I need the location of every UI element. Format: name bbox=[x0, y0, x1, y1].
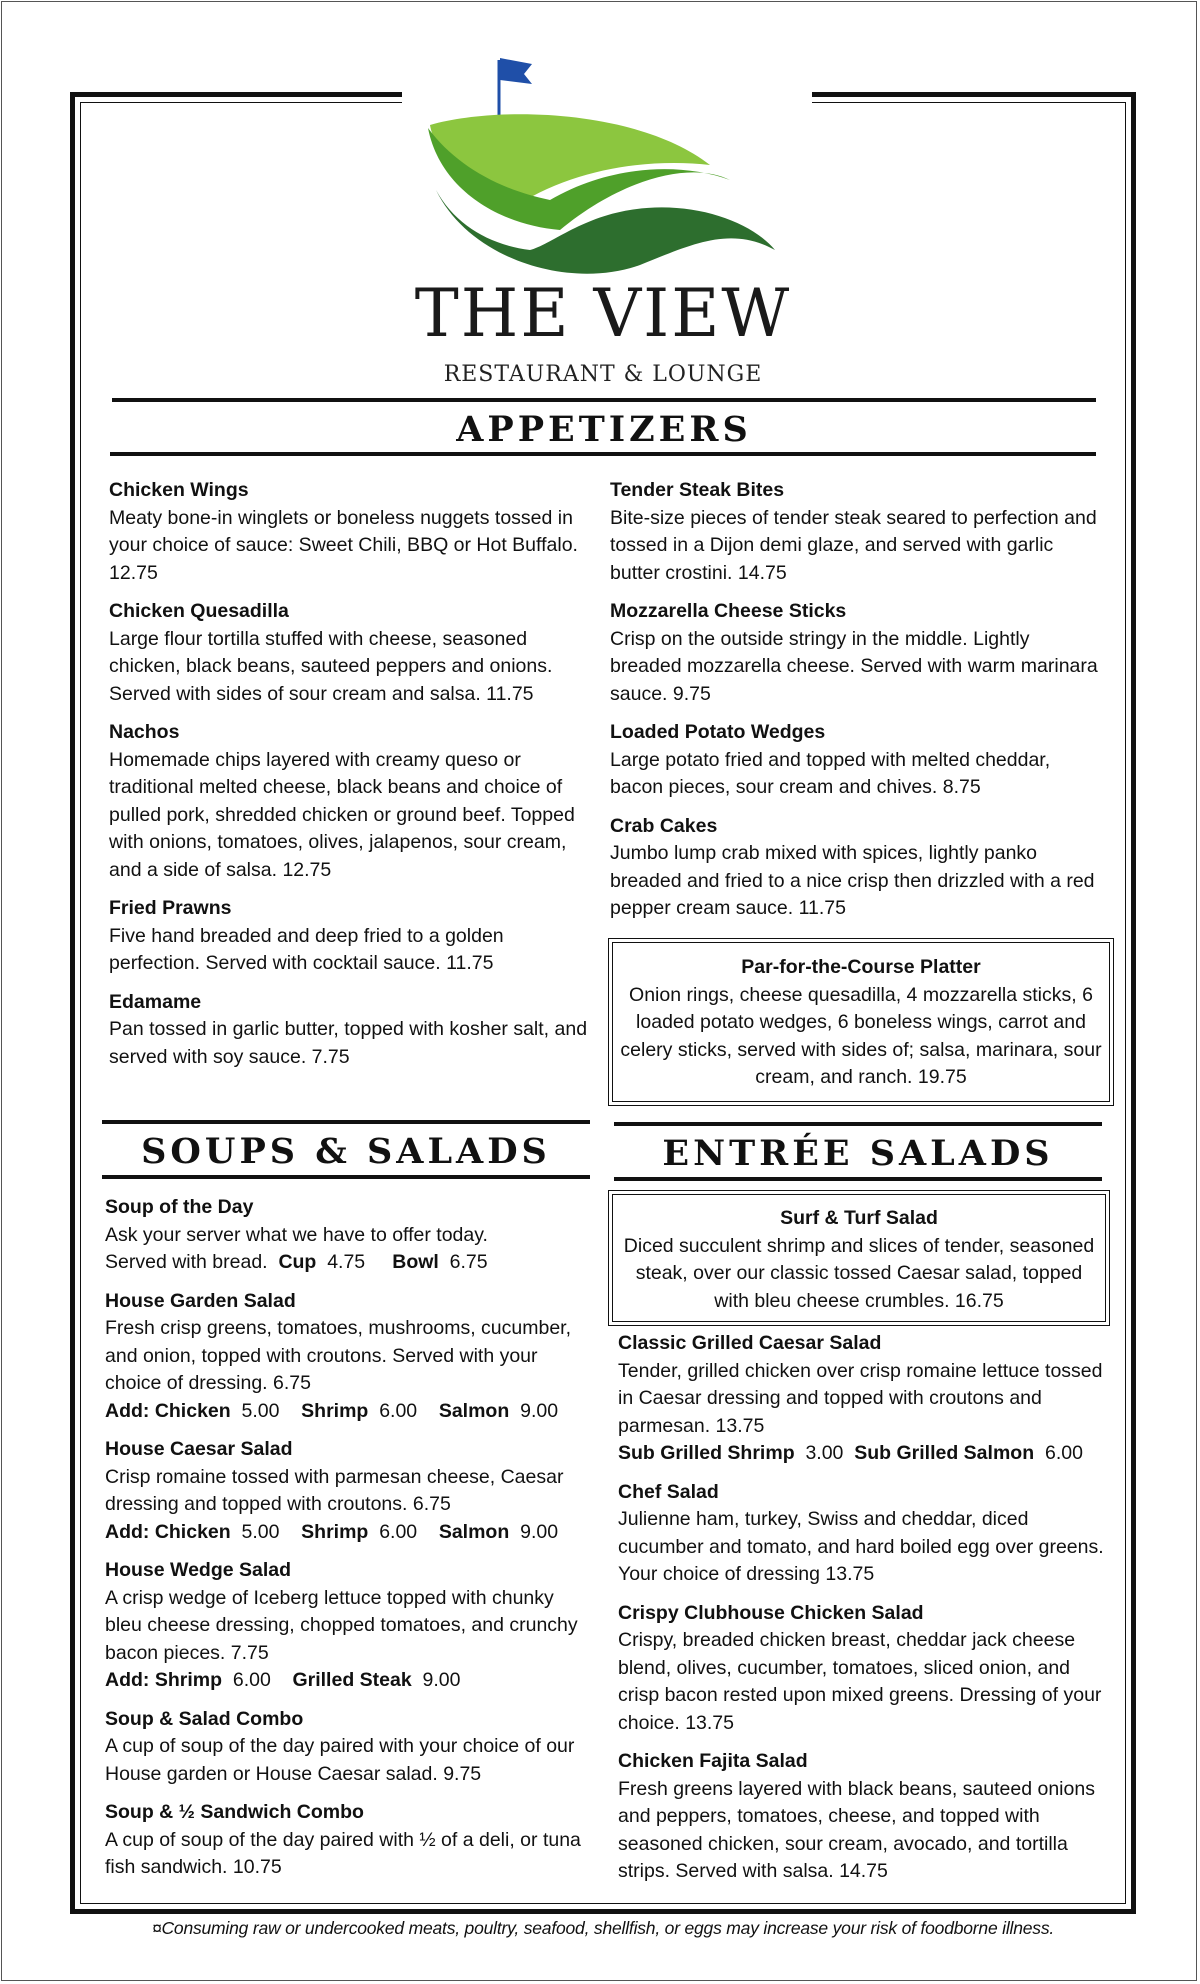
item-name: Soup & ½ Sandwich Combo bbox=[105, 1801, 364, 1823]
item-name: Tender Steak Bites bbox=[610, 479, 785, 501]
item-description: Crispy, breaded chicken breast, cheddar jack cheese blend, olives, cucumber, tomatoes, sliced onion, and crisp bacon rested upon mixed greens. Dressing of your choice. 13.75 bbox=[618, 1629, 1102, 1734]
item-name: Chicken Wings bbox=[109, 479, 249, 501]
sub-price: 6.00 bbox=[1044, 1442, 1083, 1464]
add-price: 9.00 bbox=[520, 1399, 559, 1422]
item-name: House Caesar Salad bbox=[105, 1438, 293, 1460]
appetizers-rule-bottom bbox=[110, 452, 1096, 456]
menu-item bbox=[610, 719, 1100, 802]
soups-title: SOUPS & SALADS bbox=[141, 1131, 551, 1172]
item-description: Pan tossed in garlic butter, topped with kosher salt, and served with soy sauce. 7.75 bbox=[109, 1018, 588, 1068]
menu-item bbox=[618, 1600, 1110, 1738]
entree-title: ENTRÉE SALADS bbox=[662, 1133, 1054, 1174]
food-safety-footnote: ¤Consuming raw or undercooked meats, poultry, seafood, shellfish, or eggs may increase your risk of foodborne illness. bbox=[151, 1918, 1055, 1938]
menu-item bbox=[105, 1194, 595, 1277]
appetizers-rule-top bbox=[112, 398, 1096, 402]
add-price: 6.00 bbox=[379, 1399, 418, 1422]
menu-item bbox=[109, 895, 599, 978]
appetizers-title: APPETIZERS bbox=[456, 409, 752, 450]
substitution-row bbox=[618, 1440, 1110, 1468]
platter-name: Par-for-the-Course Platter bbox=[741, 956, 981, 978]
appetizers-right-column bbox=[610, 477, 1100, 934]
entree-rule-bottom bbox=[614, 1177, 1102, 1181]
soups-column bbox=[105, 1194, 595, 1893]
menu-item bbox=[618, 1479, 1110, 1589]
menu-item bbox=[105, 1288, 595, 1426]
item-name: House Wedge Salad bbox=[105, 1559, 292, 1581]
item-name: Chef Salad bbox=[618, 1480, 719, 1503]
entree-rule-top bbox=[614, 1122, 1102, 1126]
item-name: Crispy Clubhouse Chicken Salad bbox=[618, 1601, 924, 1624]
item-description: Fresh crisp greens, tomatoes, mushrooms, cucumber, and onion, topped with croutons. Served with your choice of dressing. 6.75 bbox=[105, 1317, 572, 1394]
menu-item bbox=[105, 1436, 595, 1546]
brand-title: THE VIEW bbox=[414, 275, 792, 352]
menu-item bbox=[105, 1706, 595, 1789]
add-label: Add: Chicken bbox=[105, 1520, 231, 1543]
item-description: Tender, grilled chicken over crisp romaine lettuce tossed in Caesar dressing and topped with croutons and parmesan. 13.75 bbox=[618, 1359, 1103, 1437]
add-on-row bbox=[105, 1519, 595, 1547]
golf-hill-logo-icon bbox=[410, 50, 790, 285]
add-label: Add: Chicken bbox=[105, 1399, 231, 1422]
item-name: Crab Cakes bbox=[610, 814, 718, 837]
item-description: Five hand breaded and deep fried to a golden perfection. Served with cocktail sauce. 11.75 bbox=[109, 924, 504, 974]
add-label: Salmon bbox=[438, 1520, 510, 1543]
add-on-row bbox=[105, 1667, 595, 1695]
add-price: 5.00 bbox=[241, 1399, 280, 1422]
item-name: Chicken Quesadilla bbox=[109, 600, 289, 622]
add-on-row bbox=[105, 1398, 595, 1426]
sub-price: 3.00 bbox=[805, 1442, 844, 1464]
item-name: Fried Prawns bbox=[109, 897, 232, 919]
item-name: Loaded Potato Wedges bbox=[610, 721, 826, 743]
menu-item bbox=[105, 1557, 595, 1695]
add-price: 5.00 bbox=[241, 1520, 280, 1543]
cup-bowl-row bbox=[105, 1249, 595, 1277]
soups-rule-top bbox=[102, 1120, 590, 1124]
bowl-price: 6.75 bbox=[449, 1251, 488, 1273]
menu-item bbox=[618, 1330, 1110, 1468]
add-price: 6.00 bbox=[232, 1669, 271, 1691]
menu-item bbox=[610, 477, 1100, 587]
item-name: Soup & Salad Combo bbox=[105, 1707, 304, 1730]
item-name: Mozzarella Cheese Sticks bbox=[610, 600, 847, 622]
add-label: Salmon bbox=[438, 1399, 510, 1422]
platter-box bbox=[612, 942, 1110, 1102]
item-name: Soup of the Day bbox=[105, 1196, 254, 1218]
menu-item bbox=[109, 598, 599, 708]
platter-description: Onion rings, cheese quesadilla, 4 mozzarella sticks, 6 loaded potato wedges, 6 boneless wings, carrot and celery sticks, served with sides of; salsa, marinara, sour cream, and ranch. 19.75 bbox=[620, 983, 1102, 1088]
menu-item bbox=[109, 719, 599, 884]
appetizers-left-column bbox=[109, 477, 599, 1082]
item-description: Julienne ham, turkey, Swiss and cheddar, diced cucumber and tomato, and hard boiled egg over greens. Your choice of dressing 13.75 bbox=[618, 1508, 1104, 1585]
sub-label: Sub Grilled Shrimp bbox=[618, 1442, 795, 1464]
soup-bread-note: Served with bread. bbox=[105, 1251, 268, 1273]
item-name: Nachos bbox=[109, 721, 180, 743]
item-name: Classic Grilled Caesar Salad bbox=[618, 1332, 882, 1354]
entree-column bbox=[618, 1330, 1110, 1897]
add-label: Grilled Steak bbox=[292, 1669, 412, 1691]
item-description: Ask your server what we have to offer today. bbox=[105, 1223, 488, 1246]
featured-salad-name: Surf & Turf Salad bbox=[780, 1207, 938, 1229]
add-label: Shrimp bbox=[301, 1520, 369, 1543]
featured-salad-description: Diced succulent shrimp and slices of tender, seasoned steak, over our classic tossed Caesar salad, topped with bleu cheese crumbles. 16.75 bbox=[623, 1234, 1095, 1312]
item-name: House Garden Salad bbox=[105, 1289, 296, 1312]
menu-item bbox=[105, 1799, 595, 1882]
item-description: Bite-size pieces of tender steak seared to perfection and tossed in a Dijon demi glaze, and served with garlic butter crostini. 14.75 bbox=[610, 506, 1097, 584]
add-label: Add: Shrimp bbox=[105, 1669, 222, 1691]
item-description: Crisp romaine tossed with parmesan cheese, Caesar dressing and topped with croutons. 6.75 bbox=[105, 1465, 564, 1515]
item-description: Crisp on the outside stringy in the middle. Lightly breaded mozzarella cheese. Served with warm marinara sauce. 9.75 bbox=[610, 627, 1098, 705]
item-description: Meaty bone-in winglets or boneless nuggets tossed in your choice of sauce: Sweet Chili, BBQ or Hot Buffalo. 12.75 bbox=[109, 506, 578, 584]
add-price: 6.00 bbox=[379, 1520, 418, 1543]
add-label: Shrimp bbox=[301, 1399, 369, 1422]
cup-label: Cup bbox=[278, 1251, 317, 1273]
sub-label: Sub Grilled Salmon bbox=[854, 1442, 1035, 1464]
menu-item bbox=[109, 477, 599, 587]
item-description: A crisp wedge of Iceberg lettuce topped with chunky bleu cheese dressing, chopped tomatoes, and crunchy bacon pieces. 7.75 bbox=[105, 1586, 578, 1664]
item-description: Large flour tortilla stuffed with cheese, seasoned chicken, black beans, sauteed peppers and onions. Served with sides of sour cream and salsa. 11.75 bbox=[109, 627, 553, 705]
item-description: A cup of soup of the day paired with ½ of a deli, or tuna fish sandwich. 10.75 bbox=[105, 1828, 581, 1878]
item-description: Homemade chips layered with creamy queso or traditional melted cheese, black beans and choice of pulled pork, shredded chicken or ground beef. Topped with onions, tomatoes, olives, jalapenos, sour cream, and a side of salsa. 12.75 bbox=[109, 748, 575, 881]
add-price: 9.00 bbox=[520, 1520, 559, 1543]
item-description: Fresh greens layered with black beans, sauteed onions and peppers, tomatoes, cheese, and topped with seasoned chicken, sour cream, avocado, and tortilla strips. Served with salsa. 14.75 bbox=[618, 1777, 1095, 1882]
item-name: Edamame bbox=[109, 990, 202, 1013]
featured-salad-box bbox=[612, 1194, 1106, 1322]
item-description: Large potato fried and topped with melted cheddar, bacon pieces, sour cream and chives. 8.75 bbox=[610, 748, 1051, 798]
add-price: 9.00 bbox=[422, 1669, 461, 1691]
bowl-label: Bowl bbox=[392, 1251, 439, 1273]
brand-tagline: RESTAURANT & LOUNGE bbox=[443, 362, 763, 387]
menu-item bbox=[610, 598, 1100, 708]
menu-item bbox=[618, 1748, 1110, 1886]
cup-price: 4.75 bbox=[327, 1251, 366, 1273]
soups-rule-bottom bbox=[102, 1175, 590, 1179]
item-description: A cup of soup of the day paired with your choice of our House garden or House Caesar salad. 9.75 bbox=[105, 1735, 575, 1785]
item-description: Jumbo lump crab mixed with spices, lightly panko breaded and fried to a nice crisp then drizzled with a red pepper cream sauce. 11.75 bbox=[610, 842, 1095, 919]
menu-item bbox=[109, 989, 599, 1072]
item-name: Chicken Fajita Salad bbox=[618, 1750, 808, 1772]
menu-item bbox=[610, 813, 1100, 923]
